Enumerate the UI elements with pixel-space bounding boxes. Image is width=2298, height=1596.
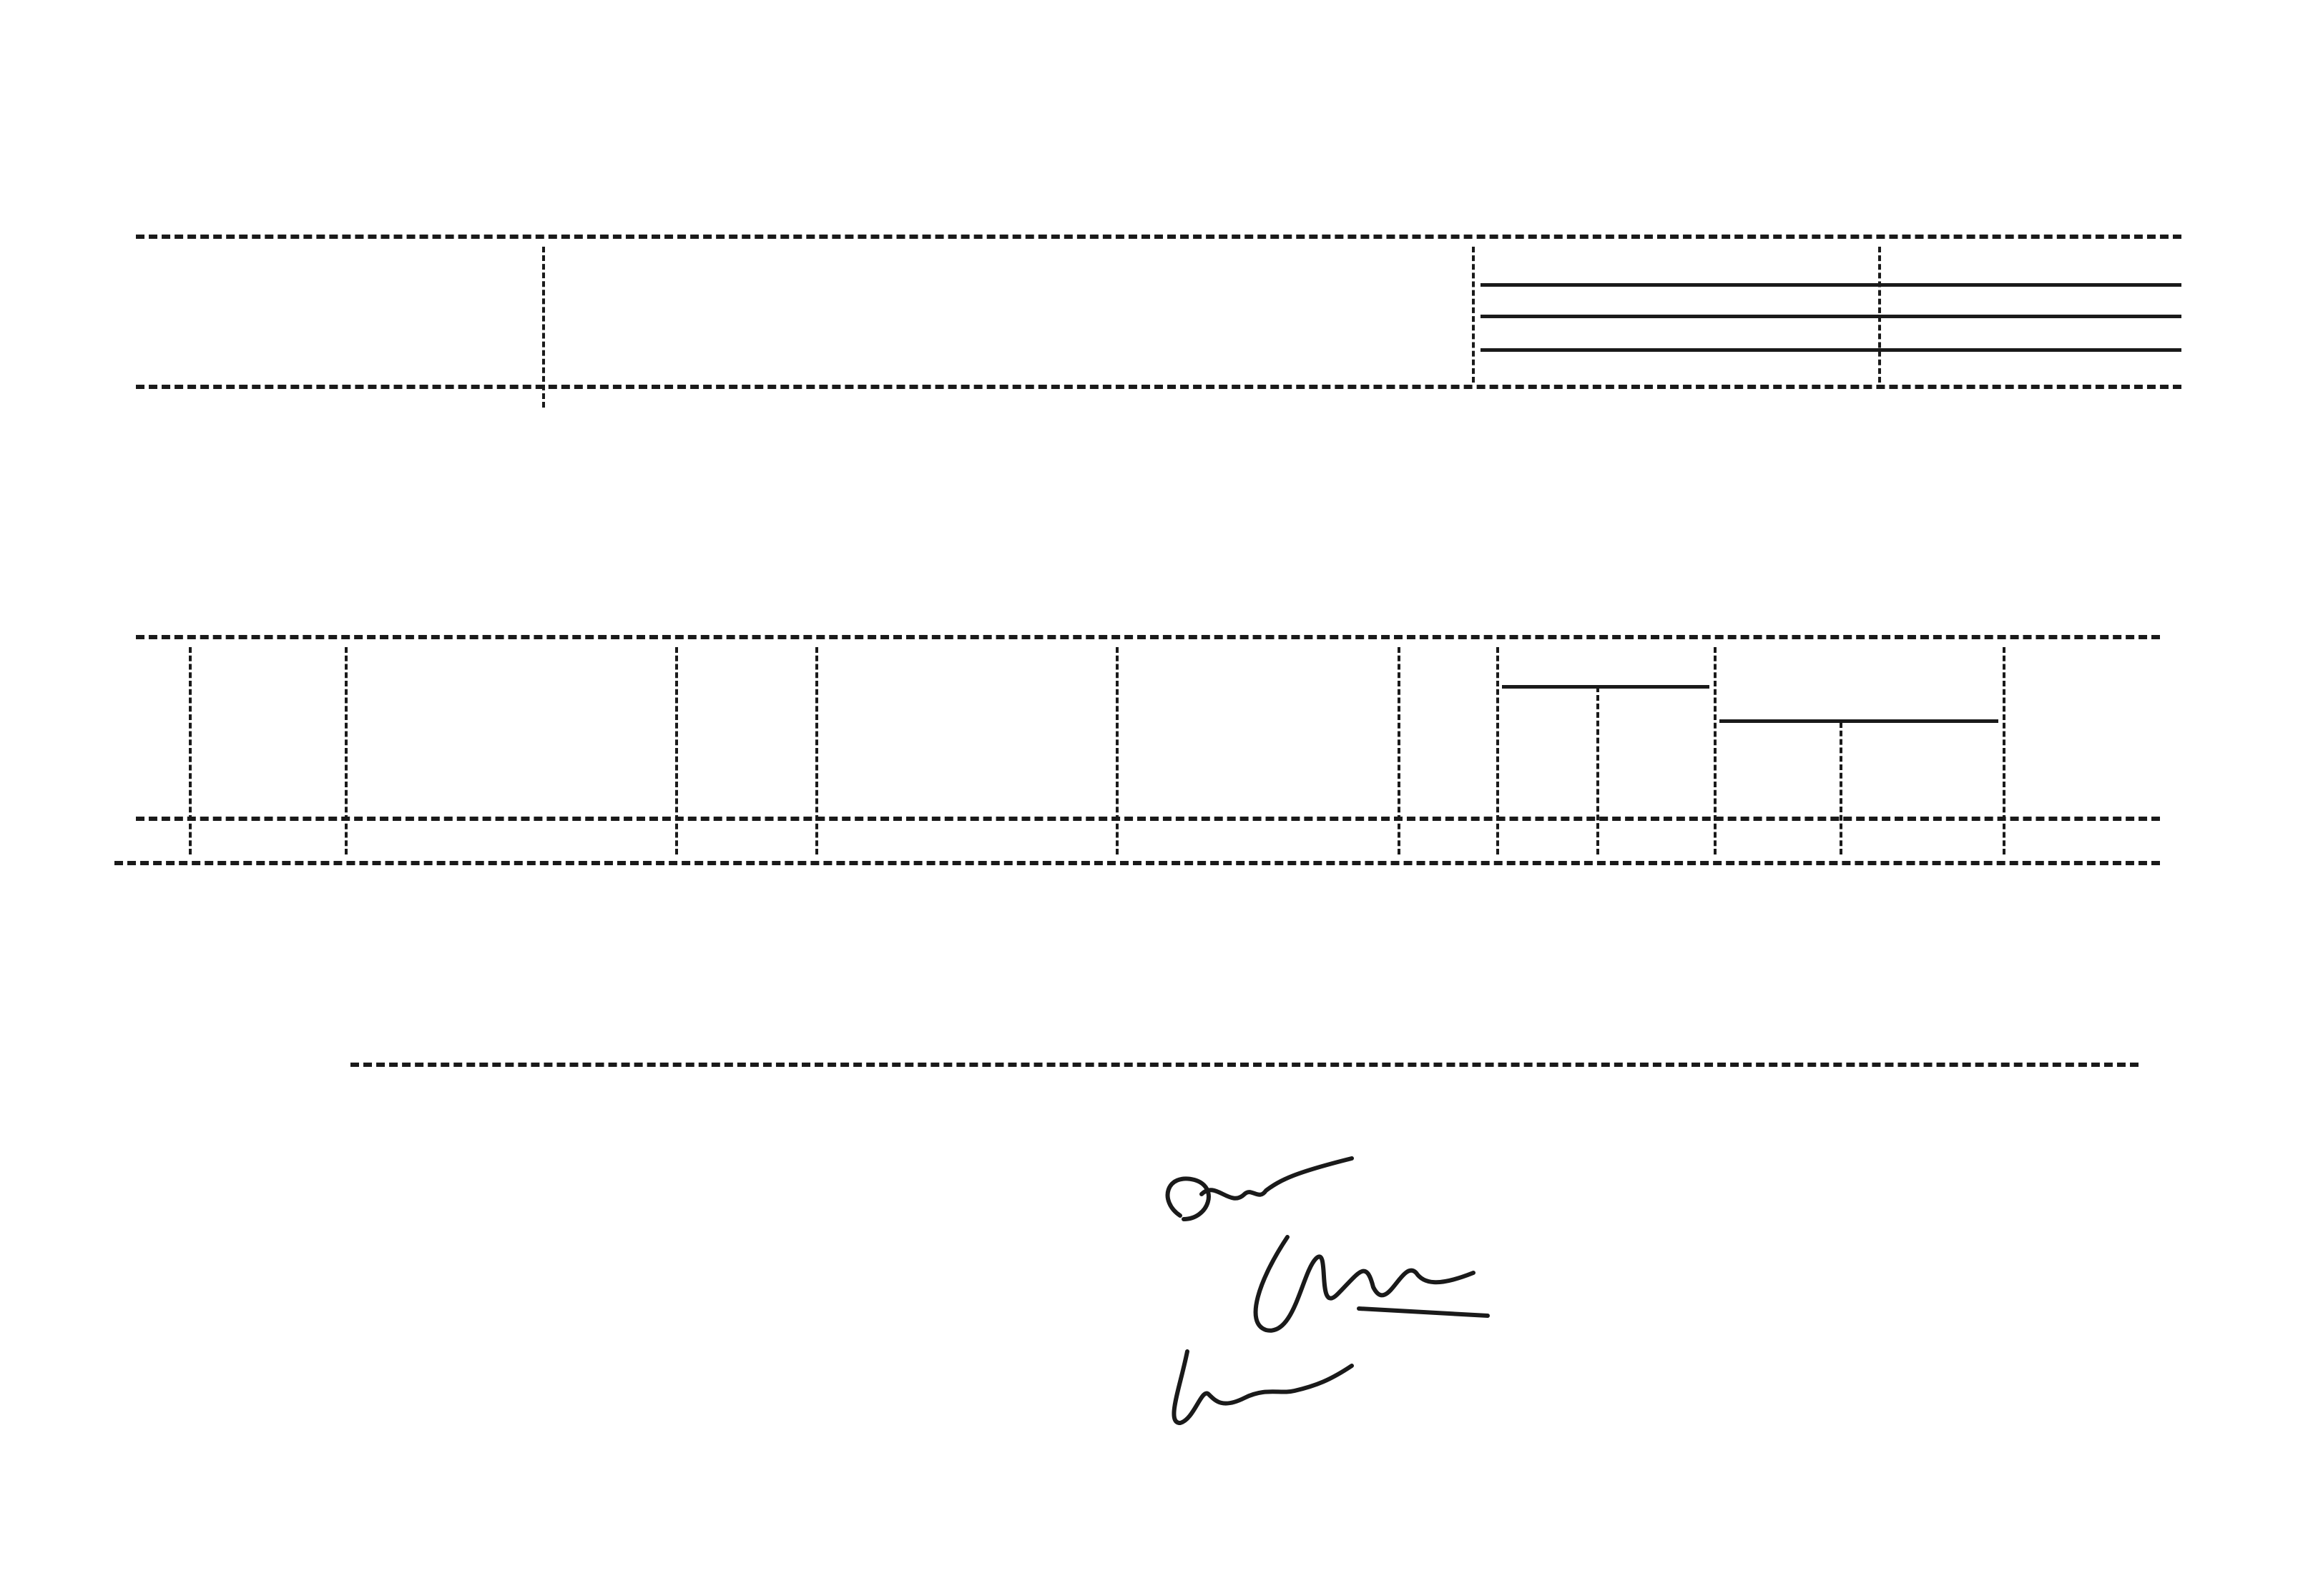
table-top-rule bbox=[136, 635, 2160, 639]
handwritten-signatures bbox=[1152, 1151, 1523, 1452]
col-divider bbox=[815, 647, 818, 854]
col-divider bbox=[1496, 647, 1499, 854]
stamp-divider-2 bbox=[1472, 247, 1475, 383]
col-divider bbox=[1116, 647, 1119, 854]
col-divider bbox=[2003, 647, 2005, 854]
stamp-row-rule bbox=[1481, 315, 2181, 318]
col-divider bbox=[1714, 647, 1717, 854]
col-divider bbox=[345, 647, 348, 854]
stamp-row-rule bbox=[1481, 348, 2181, 352]
stamp-row-rule bbox=[1481, 283, 2181, 287]
cost-group-rule bbox=[1719, 719, 1998, 723]
col-divider bbox=[675, 647, 678, 854]
table-header-rule bbox=[136, 817, 2160, 821]
table-number-rule bbox=[114, 861, 2160, 865]
col-divider bbox=[1840, 722, 1842, 854]
col-divider bbox=[189, 647, 192, 854]
weight-group-rule bbox=[1502, 685, 1709, 689]
table-body-rule bbox=[350, 1063, 2139, 1067]
stamp-divider-1 bbox=[542, 247, 545, 408]
stamp-top-rule bbox=[136, 235, 2181, 239]
stamp-bottom-rule bbox=[136, 385, 2181, 389]
col-divider bbox=[1596, 686, 1599, 854]
col-divider bbox=[1398, 647, 1400, 854]
